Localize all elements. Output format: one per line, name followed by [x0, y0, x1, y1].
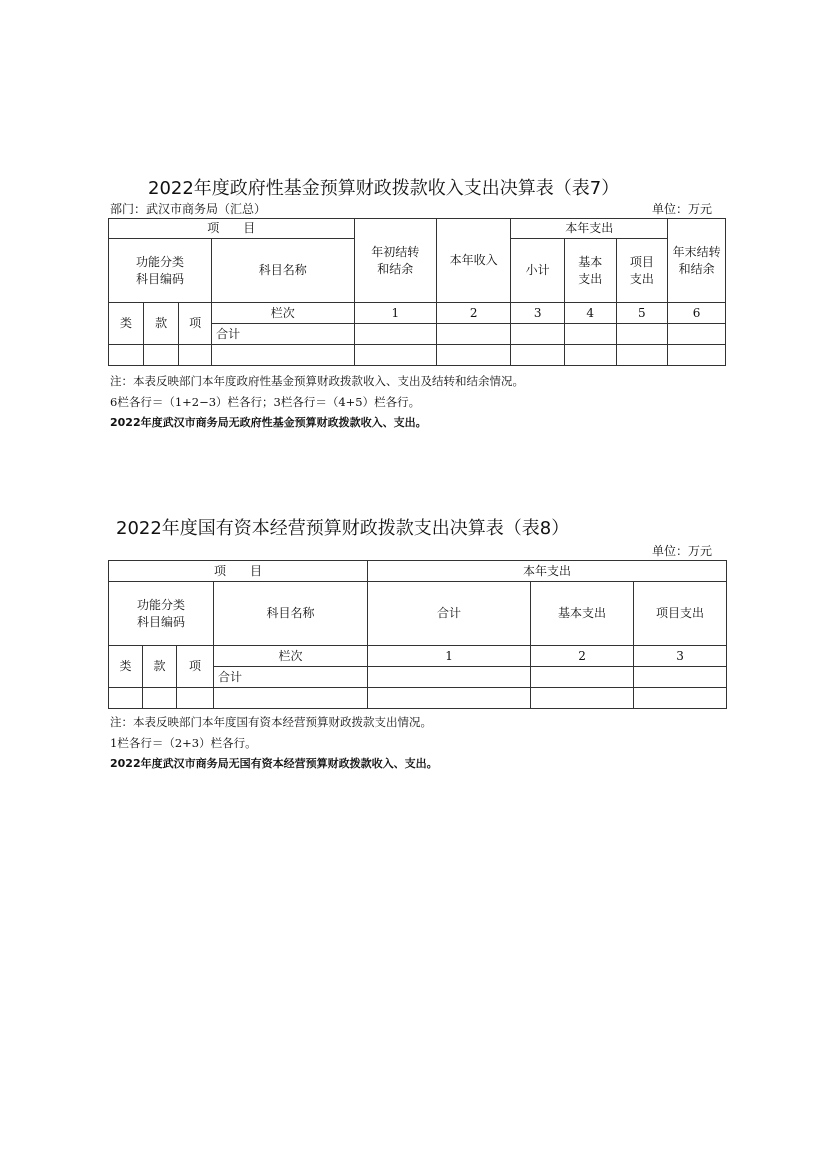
column-no-label: 栏次 [214, 646, 368, 667]
table-cell [634, 667, 727, 688]
header-lei: 类 [109, 303, 144, 345]
table7-note-1: 注：本表反映部门本年度政府性基金预算财政拨款收入、支出及结转和结余情况。 [110, 374, 524, 388]
table-cell [354, 345, 437, 366]
table-cell [511, 324, 565, 345]
table-cell [668, 324, 726, 345]
column-number: 5 [616, 303, 668, 324]
table8-unit: 单位：万元 [652, 544, 713, 558]
column-no-label: 栏次 [212, 303, 354, 324]
header-kuan: 款 [144, 303, 179, 345]
table-cell [144, 345, 179, 366]
table-cell [531, 688, 634, 709]
total-label: 合计 [214, 667, 368, 688]
header-kuan: 款 [143, 646, 177, 688]
table-cell [437, 345, 511, 366]
table-cell [368, 667, 531, 688]
column-number: 3 [511, 303, 565, 324]
table7-note-2: 6栏各行＝（1+2−3）栏各行；3栏各行＝（4+5）栏各行。 [110, 395, 421, 409]
column-number: 2 [437, 303, 511, 324]
table-cell [437, 324, 511, 345]
header-begin-balance: 年初结转 和结余 [354, 219, 437, 303]
header-project: 项目支出 [634, 582, 727, 646]
header-item: 项 目 [109, 561, 368, 582]
table-cell [368, 688, 531, 709]
header-xiang: 项 [179, 303, 212, 345]
header-basic: 基本支出 [531, 582, 634, 646]
column-number: 6 [668, 303, 726, 324]
header-subject-name: 科目名称 [212, 239, 354, 303]
header-end-balance: 年末结转 和结余 [668, 219, 726, 303]
header-basic: 基本 支出 [564, 239, 616, 303]
table8-grid [108, 560, 727, 709]
table-cell [214, 688, 368, 709]
column-number: 1 [368, 646, 531, 667]
table-cell [109, 345, 144, 366]
header-expense: 本年支出 [511, 219, 668, 239]
column-number: 3 [634, 646, 727, 667]
table7-title: 2022年度政府性基金预算财政拨款收入支出决算表（表7） [148, 178, 620, 199]
table-cell [212, 345, 354, 366]
header-income: 本年收入 [437, 219, 511, 303]
table-cell [354, 324, 437, 345]
table7-grid [108, 218, 726, 366]
table8-note-1: 注：本表反映部门本年度国有资本经营预算财政拨款支出情况。 [110, 715, 432, 729]
table-cell [668, 345, 726, 366]
column-number: 2 [531, 646, 634, 667]
table-cell [177, 688, 214, 709]
table-cell [531, 667, 634, 688]
table7-unit: 单位：万元 [652, 202, 713, 216]
table-cell [564, 324, 616, 345]
header-expense: 本年支出 [368, 561, 727, 582]
header-xiang: 项 [177, 646, 214, 688]
table-cell [634, 688, 727, 709]
header-func-code: 功能分类 科目编码 [109, 582, 214, 646]
header-subtotal: 小计 [511, 239, 565, 303]
table-cell [179, 345, 212, 366]
header-project: 项目 支出 [616, 239, 668, 303]
table8-statement: 2022年度武汉市商务局无国有资本经营预算财政拨款收入、支出。 [110, 757, 438, 770]
table-cell [564, 345, 616, 366]
table-cell [616, 324, 668, 345]
table-cell [109, 688, 143, 709]
table-cell [616, 345, 668, 366]
table8-note-2: 1栏各行＝（2+3）栏各行。 [110, 736, 257, 750]
table-cell [143, 688, 177, 709]
header-func-code: 功能分类 科目编码 [109, 239, 212, 303]
table7-department: 部门：武汉市商务局（汇总） [110, 202, 267, 216]
header-subject-name: 科目名称 [214, 582, 368, 646]
header-lei: 类 [109, 646, 143, 688]
table-cell [511, 345, 565, 366]
column-number: 1 [354, 303, 437, 324]
header-total: 合计 [368, 582, 531, 646]
header-item: 项 目 [109, 219, 355, 239]
table7-statement: 2022年度武汉市商务局无政府性基金预算财政拨款收入、支出。 [110, 416, 427, 429]
table8-title: 2022年度国有资本经营预算财政拨款支出决算表（表8） [116, 518, 570, 539]
total-label: 合计 [212, 324, 354, 345]
column-number: 4 [564, 303, 616, 324]
